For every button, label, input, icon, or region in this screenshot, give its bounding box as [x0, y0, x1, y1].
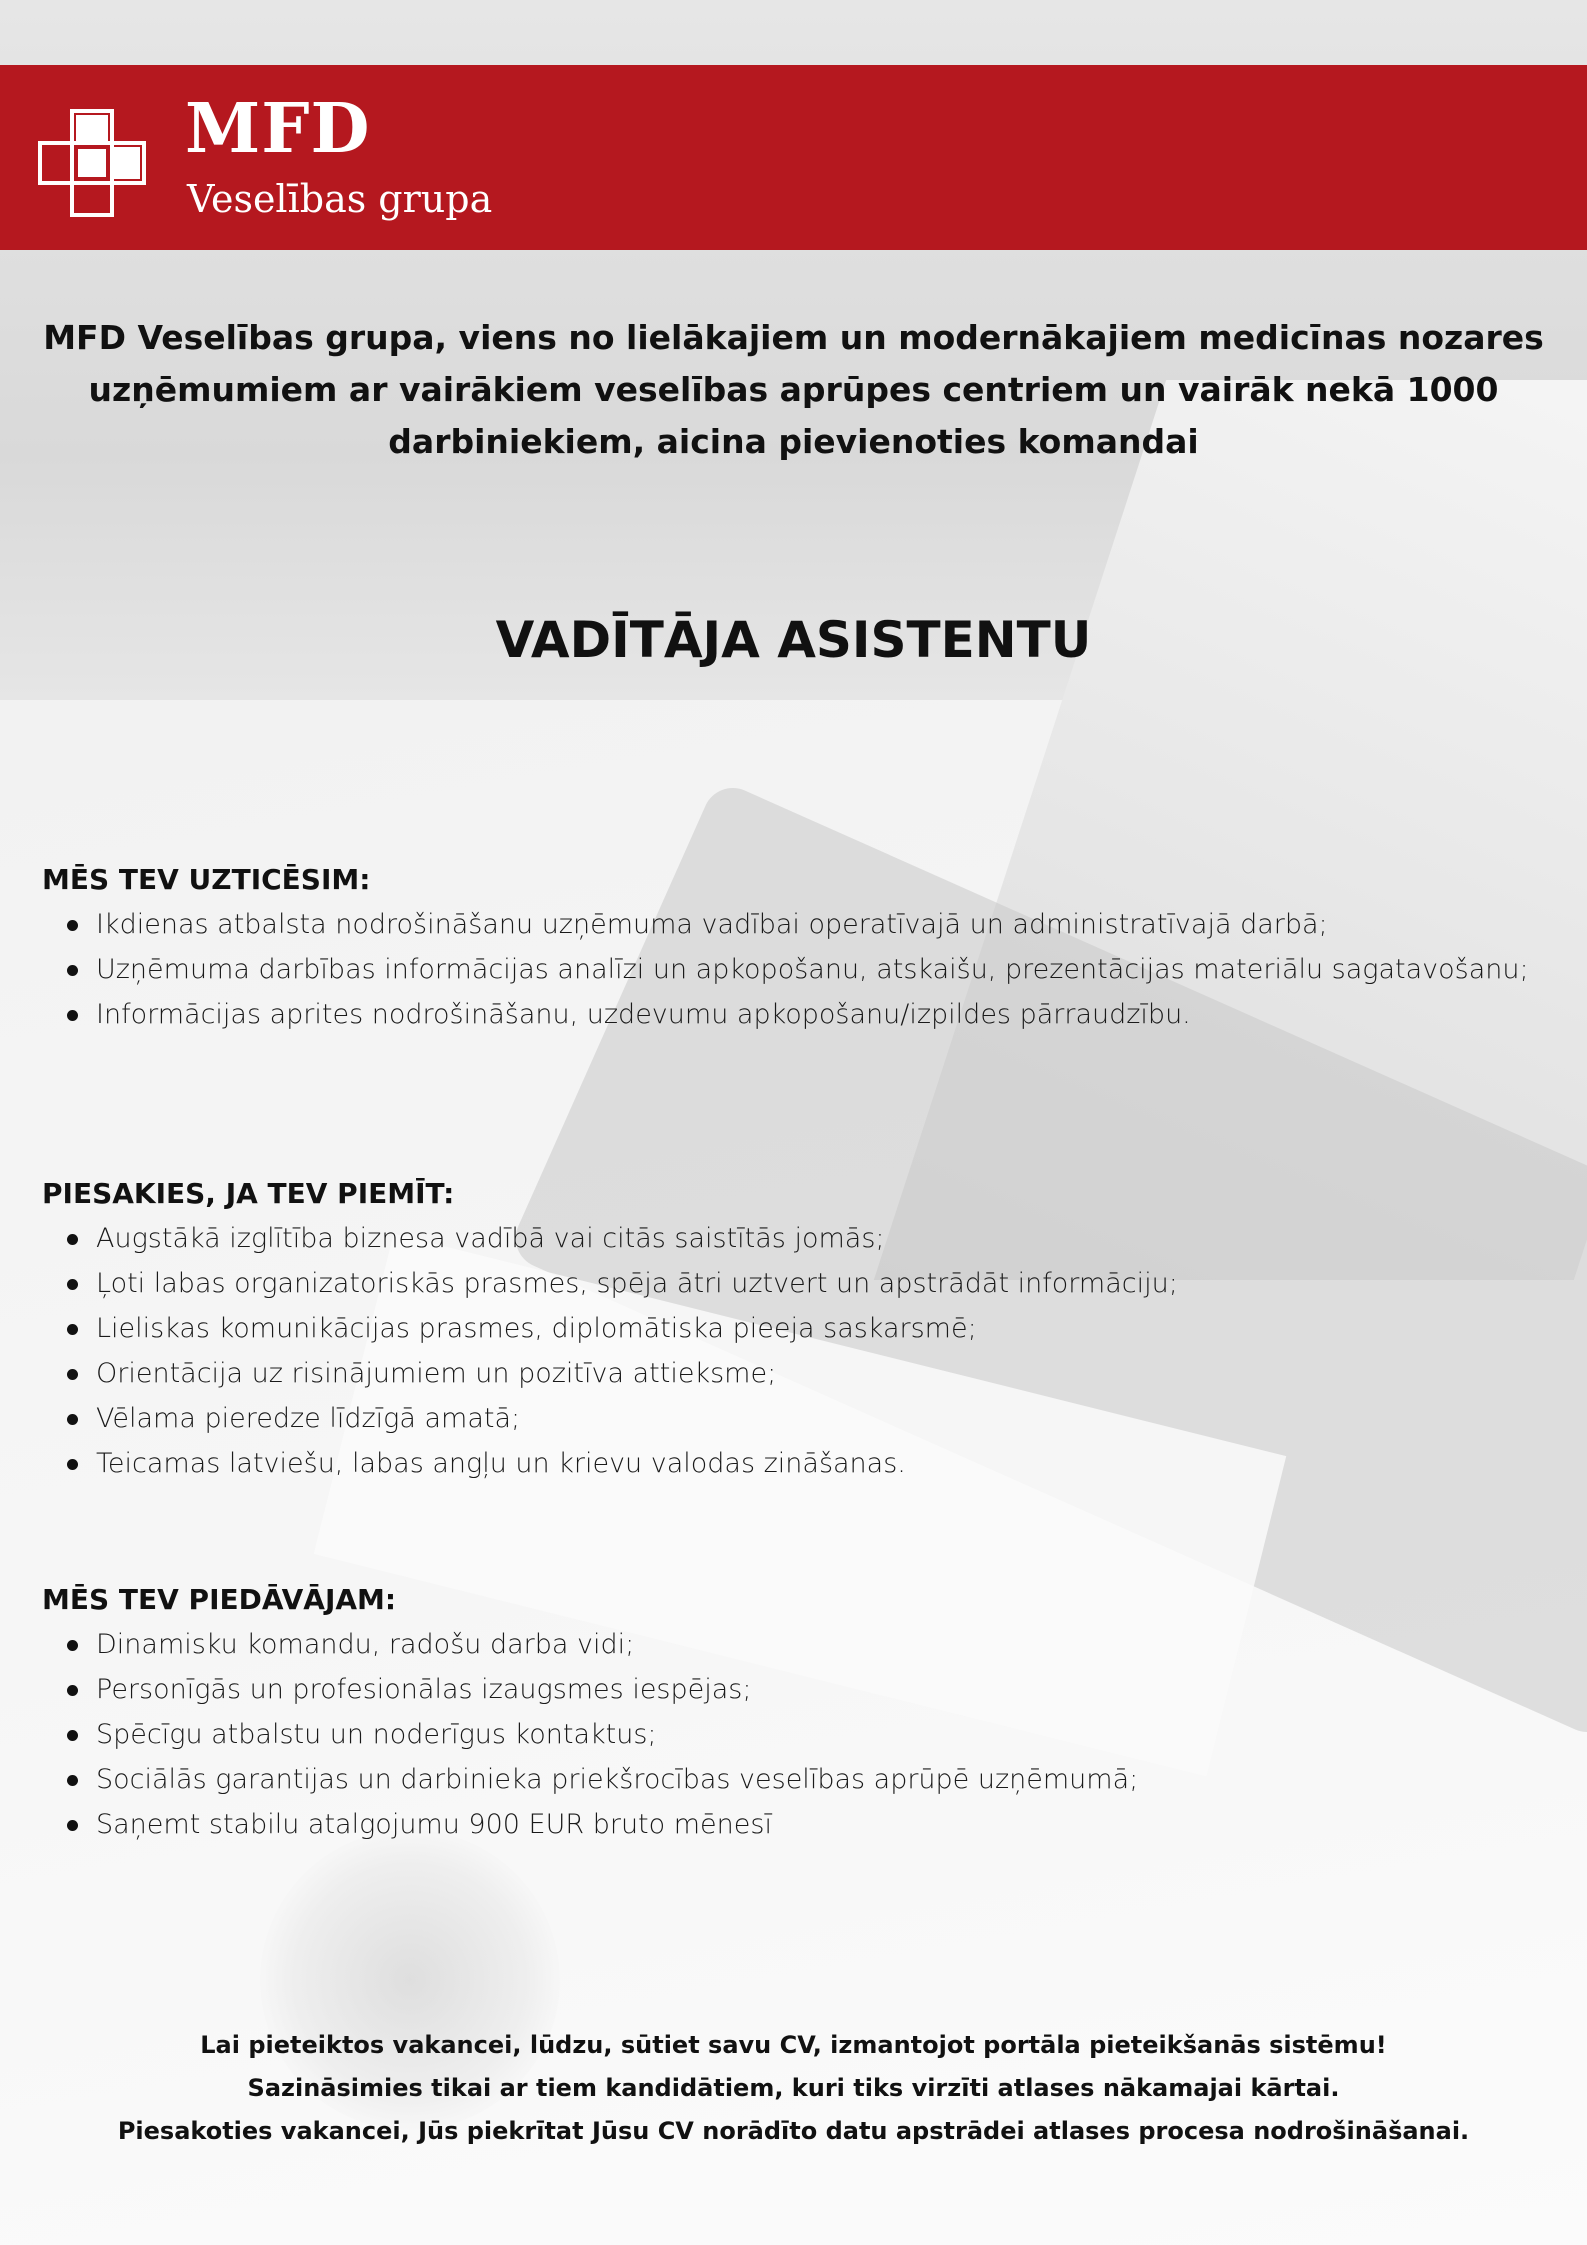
bullet-list: [42, 1216, 1542, 1486]
intro-text: MFD Veselības grupa, viens no lielākajiem un modernākajiem medicīnas nozares uzņēmumiem ar vairākiem veselības aprūpes centriem un vairāk nekā 1000 darbiniekiem, aicina pievienoties komandai: [43, 318, 1544, 461]
list-item: Teicamas latviešu, labas angļu un krievu valodas zināšanas.: [96, 1441, 1542, 1486]
list-item: Lieliskas komunikācijas prasmes, diplomātiska pieeja saskarsmē;: [96, 1306, 1542, 1351]
list-item: Orientācija uz risinājumiem un pozitīva attieksme;: [96, 1351, 1542, 1396]
list-item: Vēlama pieredze līdzīgā amatā;: [96, 1396, 1542, 1441]
section-heading: MĒS TEV UZTICĒSIM:: [42, 863, 371, 896]
section-responsibilities: [42, 858, 1542, 1037]
bullet-list: [42, 902, 1542, 1037]
medical-cross-icon: [36, 107, 148, 219]
list-item: Augstākā izglītība biznesa vadībā vai citās saistītās jomās;: [96, 1216, 1542, 1261]
header-banner: [0, 65, 1587, 250]
footer-line-consent: Piesakoties vakancei, Jūs piekrītat Jūsu CV norādīto datu apstrādei atlases procesa nodrošināšanai.: [117, 2117, 1470, 2145]
bullet-list: [42, 1622, 1542, 1847]
list-item: Ikdienas atbalsta nodrošināšanu uzņēmuma vadībai operatīvajā un administratīvajā darbā;: [96, 902, 1542, 947]
list-item: Dinamisku komandu, radošu darba vidi;: [96, 1622, 1542, 1667]
section-offer: [42, 1578, 1542, 1847]
list-item: Ļoti labas organizatoriskās prasmes, spēja ātri uztvert un apstrādāt informāciju;: [96, 1261, 1542, 1306]
section-requirements: [42, 1172, 1542, 1486]
footer-line-apply: Lai pieteiktos vakancei, lūdzu, sūtiet savu CV, izmantojot portāla pieteikšanās sistēmu!: [200, 2031, 1387, 2059]
job-title: VADĪTĀJA ASISTENTU: [495, 611, 1092, 669]
section-heading: MĒS TEV PIEDĀVĀJAM:: [42, 1583, 397, 1616]
section-heading: PIESAKIES, JA TEV PIEMĪT:: [42, 1177, 455, 1210]
list-item: Personīgās un profesionālas izaugsmes iespējas;: [96, 1667, 1542, 1712]
list-item: Informācijas aprites nodrošināšanu, uzdevumu apkopošanu/izpildes pārraudzību.: [96, 992, 1542, 1037]
footer-notice: [40, 2024, 1547, 2153]
brand-name: MFD: [185, 89, 371, 169]
footer-line-contact: Sazināsimies tikai ar tiem kandidātiem, kuri tiks virzīti atlases nākamajai kārtai.: [247, 2074, 1340, 2102]
list-item: Sociālās garantijas un darbinieka priekšrocības veselības aprūpē uzņēmumā;: [96, 1757, 1542, 1802]
list-item: Uzņēmuma darbības informācijas analīzi un apkopošanu, atskaišu, prezentācijas materiālu sagatavošanu;: [96, 947, 1542, 992]
list-item: Saņemt stabilu atalgojumu 900 EUR bruto mēnesī: [96, 1802, 1542, 1847]
brand-subtitle: Veselības grupa: [187, 177, 493, 221]
list-item: Spēcīgu atbalstu un noderīgus kontaktus;: [96, 1712, 1542, 1757]
